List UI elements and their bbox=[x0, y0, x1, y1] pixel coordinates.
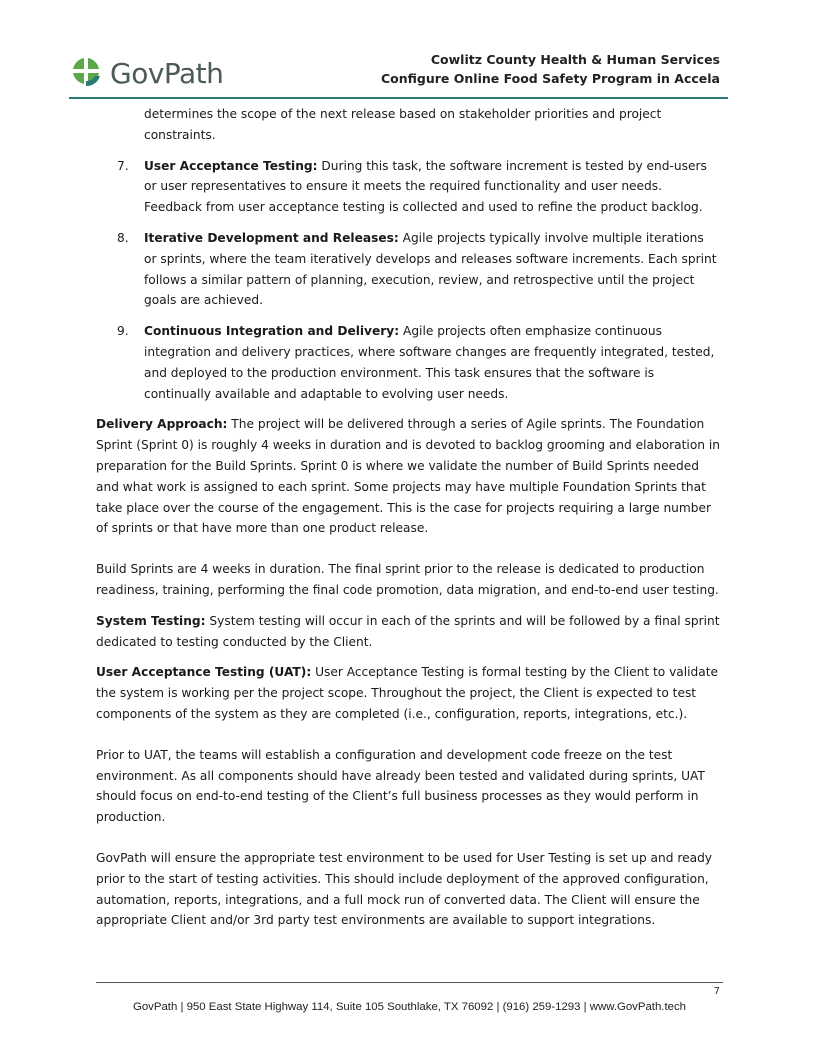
uat-text: User Acceptance Testing is formal testing by the Client to validate the system is working per the project scope. Throughout the project, the Client is expected to test components of the system as they are completed (i.e., configuration, reports, integrations, etc.). bbox=[96, 665, 719, 721]
delivery-approach-paragraph bbox=[96, 414, 720, 539]
list-number: 9. bbox=[117, 324, 129, 339]
footer-divider bbox=[96, 982, 723, 983]
header-project: Configure Online Food Safety Program in Accela bbox=[381, 71, 720, 86]
list-item-text: During this task, the software increment is tested by end-users or user representatives to ensure it meets the required functionality and user needs. Feedback from user acceptance testing is collected and used to refine the product backlog. bbox=[144, 158, 707, 215]
header-divider bbox=[69, 97, 728, 99]
list-item-title: Iterative Development and Releases: bbox=[144, 230, 399, 245]
header-client: Cowlitz County Health & Human Services bbox=[430, 52, 720, 67]
uat-title: User Acceptance Testing (UAT): bbox=[96, 665, 312, 680]
uat-paragraph bbox=[96, 662, 720, 724]
system-testing-text: System testing will occur in each of the sprints and will be followed by a final sprint dedicated to testing conducted by the Client. bbox=[96, 613, 720, 649]
system-testing-title: System Testing: bbox=[96, 613, 206, 628]
delivery-approach-title: Delivery Approach: bbox=[96, 417, 228, 432]
test-environment-paragraph: GovPath will ensure the appropriate test environment to be used for User Testing is set up and ready prior to the start of testing activities. This should include deployment of the approved configuration, automation, reports, integrations, and a full mock run of converted data. The Client will ensure the appropriate Client and/or 3rd party test environments are available to support integrations. bbox=[96, 850, 713, 928]
list-number: 8. bbox=[117, 230, 129, 245]
govpath-logo-icon bbox=[69, 56, 103, 90]
document-header bbox=[381, 50, 720, 88]
list-number: 7. bbox=[117, 158, 129, 173]
page-number: 7 bbox=[713, 986, 720, 997]
list-item bbox=[117, 321, 720, 404]
list-item bbox=[117, 156, 720, 218]
list-item-title: User Acceptance Testing: bbox=[144, 158, 318, 173]
document-body bbox=[96, 104, 720, 941]
system-testing-paragraph bbox=[96, 611, 720, 653]
list-item-text: Agile projects typically involve multiple iterations or sprints, where the team iteratively develops and releases software increments. Each sprint follows a similar pattern of planning, execution, review, and retrospective until the project goals are achieved. bbox=[144, 230, 717, 308]
list-item bbox=[117, 228, 720, 311]
build-sprints-paragraph: Build Sprints are 4 weeks in duration. The final sprint prior to the release is dedicated to production readiness, training, performing the final code promotion, data migration, and end-to-end user testing. bbox=[96, 562, 719, 597]
logo-text: GovPath bbox=[110, 56, 224, 90]
list-item-text: Agile projects often emphasize continuous integration and delivery practices, where software changes are frequently integrated, tested, and deployed to the production environment. This task ensures that the software is continually available and adaptable to evolving user needs. bbox=[144, 324, 715, 401]
list-continuation: determines the scope of the next release based on stakeholder priorities and project constraints. bbox=[144, 107, 662, 142]
prior-uat-paragraph: Prior to UAT, the teams will establish a configuration and development code freeze on the test environment. As all components should have already been tested and validated during sprints, UAT should focus on end-to-end testing of the Client’s full business processes as they would perform in production. bbox=[96, 747, 705, 825]
govpath-logo bbox=[69, 55, 229, 91]
footer-contact: GovPath | 950 East State Highway 114, Suite 105 Southlake, TX 76092 | (916) 259-1293 | www.GovPath.tech bbox=[132, 1001, 686, 1013]
delivery-approach-text: The project will be delivered through a series of Agile sprints. The Foundation Sprint (Sprint 0) is roughly 4 weeks in duration and is devoted to backlog grooming and elaboration in preparation for the Build Sprints. Sprint 0 is where we validate the number of Build Sprints needed and what work is assigned to each sprint. Some projects may have multiple Foundation Sprints that take place over the course of the engagement. This is the case for projects requiring a large number of sprints or that have more than one product release. bbox=[96, 417, 720, 536]
list-item-title: Continuous Integration and Delivery: bbox=[144, 324, 400, 339]
